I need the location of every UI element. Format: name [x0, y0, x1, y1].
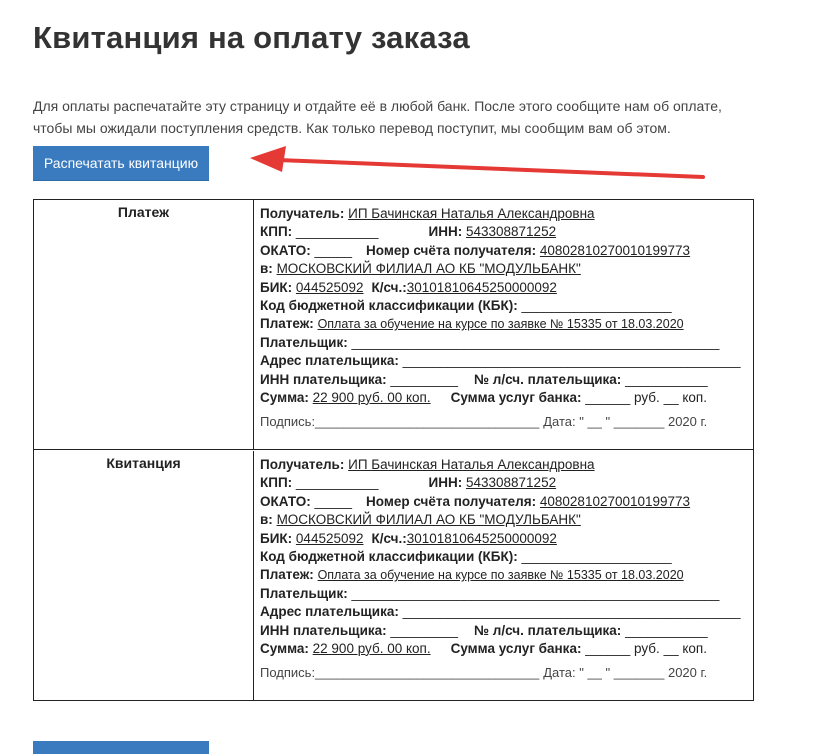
okato-blank: _____ — [314, 493, 353, 509]
payment-receipt-table — [33, 199, 754, 701]
account-value: 40802810270010199773 — [539, 493, 691, 509]
payer-inn-blank: _________ — [390, 622, 458, 638]
intro-text — [33, 95, 733, 139]
receipt-row-label: Платеж — [34, 200, 254, 449]
payer-account-blank: ___________ — [625, 622, 708, 638]
payer-address-blank: _____________________________________________ — [402, 353, 741, 369]
payer-inn-label: ИНН плательщика: — [260, 371, 387, 387]
page-title: Квитанция на оплату заказа — [33, 20, 470, 55]
date-field: Дата: " __ " _______ 2020 г. — [543, 665, 708, 681]
sum-label: Сумма: — [260, 640, 309, 656]
kbk-label: Код бюджетной классификации (КБК): — [260, 297, 518, 313]
kpp-label: КПП: — [260, 475, 293, 491]
payer-account-label: № л/сч. плательщика: — [473, 622, 622, 638]
kbk-blank: ____________________ — [521, 297, 672, 313]
print-receipt-button[interactable]: Распечатать квитанцию — [33, 146, 209, 180]
recipient-value: ИП Бачинская Наталья Александровна — [348, 206, 595, 221]
fee-blank: ______ — [585, 640, 631, 656]
receipt-row-body — [260, 205, 750, 432]
kbk-label: Код бюджетной классификации (КБК): — [260, 548, 518, 564]
payer-blank: _________________________________________________ — [351, 585, 720, 601]
sum-value: 22 900 руб. 00 коп. — [312, 389, 431, 405]
receipt-row-receipt — [34, 451, 753, 700]
kpp-blank: ___________ — [295, 224, 379, 240]
payer-address-label: Адрес плательщика: — [260, 353, 399, 369]
okato-label: ОКАТО: — [260, 242, 311, 258]
fee-kop-blank: __ — [663, 640, 679, 656]
payer-address-label: Адрес плательщика: — [260, 604, 399, 620]
payer-account-blank: ___________ — [625, 371, 708, 387]
recipient-value: ИП Бачинская Наталья Александровна — [348, 457, 595, 472]
kpp-blank: ___________ — [295, 475, 379, 491]
kbk-blank: ____________________ — [521, 548, 672, 564]
fee-blank: ______ — [585, 389, 631, 405]
payment-value: Оплата за обучение на курсе по заявке № 15335 от 18.03.2020 — [317, 317, 684, 332]
recipient-label: Получатель: — [260, 457, 345, 472]
signature-field: Подпись:_______________________________ — [260, 414, 540, 430]
bank-prefix: в: — [260, 261, 273, 277]
fee-kop: коп. — [682, 640, 707, 656]
bik-value: 044525092 — [295, 279, 364, 295]
payer-account-label: № л/сч. плательщика: — [473, 371, 622, 387]
red-arrow-head — [250, 146, 286, 172]
receipt-row-body — [260, 456, 750, 683]
payer-inn-blank: _________ — [390, 371, 458, 387]
receipt-row-label: Квитанция — [34, 451, 254, 700]
red-arrow-icon — [248, 140, 708, 182]
signature-field: Подпись:_______________________________ — [260, 665, 540, 681]
payment-value: Оплата за обучение на курсе по заявке № 15335 от 18.03.2020 — [317, 568, 684, 583]
bik-value: 044525092 — [295, 530, 364, 546]
ks-label: К/сч.: — [371, 279, 407, 295]
payment-label: Платеж: — [260, 316, 314, 332]
okato-label: ОКАТО: — [260, 493, 311, 509]
receipt-row-payment — [34, 200, 753, 450]
red-arrow-shaft — [278, 160, 703, 177]
intro-line-1: Для оплаты распечатайте эту страницу и отдайте её в любой банк. После этого сообщите нам об оплате, — [33, 98, 722, 114]
payer-label: Плательщик: — [260, 334, 348, 350]
bank-fee-label: Сумма услуг банка: — [450, 640, 582, 656]
fee-rub: руб. — [634, 640, 660, 656]
recipient-label: Получатель: — [260, 206, 345, 221]
account-label: Номер счёта получателя: — [366, 493, 537, 509]
sum-value: 22 900 руб. 00 коп. — [312, 640, 431, 656]
bank-prefix: в: — [260, 512, 273, 528]
account-label: Номер счёта получателя: — [366, 242, 537, 258]
inn-value: 543308871252 — [465, 224, 557, 240]
ks-value: 30101810645250000092 — [406, 530, 557, 546]
bank-value: МОСКОВСКИЙ ФИЛИАЛ АО КБ "МОДУЛЬБАНК" — [276, 261, 581, 277]
kpp-label: КПП: — [260, 224, 293, 240]
payer-address-blank: _____________________________________________ — [402, 604, 741, 620]
bik-label: БИК: — [260, 530, 293, 546]
bank-fee-label: Сумма услуг банка: — [450, 389, 582, 405]
fee-kop-blank: __ — [663, 389, 679, 405]
inn-label: ИНН: — [428, 224, 463, 240]
sum-label: Сумма: — [260, 389, 309, 405]
account-value: 40802810270010199773 — [539, 242, 691, 258]
inn-label: ИНН: — [428, 475, 463, 491]
date-field: Дата: " __ " _______ 2020 г. — [543, 414, 708, 430]
print-receipt-button-bottom[interactable] — [33, 741, 209, 754]
fee-rub: руб. — [634, 389, 660, 405]
payer-label: Плательщик: — [260, 585, 348, 601]
payer-blank: _________________________________________________ — [351, 334, 720, 350]
payer-inn-label: ИНН плательщика: — [260, 622, 387, 638]
okato-blank: _____ — [314, 242, 353, 258]
intro-line-2: чтобы мы ожидали поступления средств. Как только перевод поступит, мы сообщим вам об этом. — [33, 120, 671, 136]
inn-value: 543308871252 — [465, 475, 557, 491]
bik-label: БИК: — [260, 279, 293, 295]
fee-kop: коп. — [682, 389, 707, 405]
ks-value: 30101810645250000092 — [406, 279, 557, 295]
payment-label: Платеж: — [260, 567, 314, 583]
ks-label: К/сч.: — [371, 530, 407, 546]
bank-value: МОСКОВСКИЙ ФИЛИАЛ АО КБ "МОДУЛЬБАНК" — [276, 512, 581, 528]
